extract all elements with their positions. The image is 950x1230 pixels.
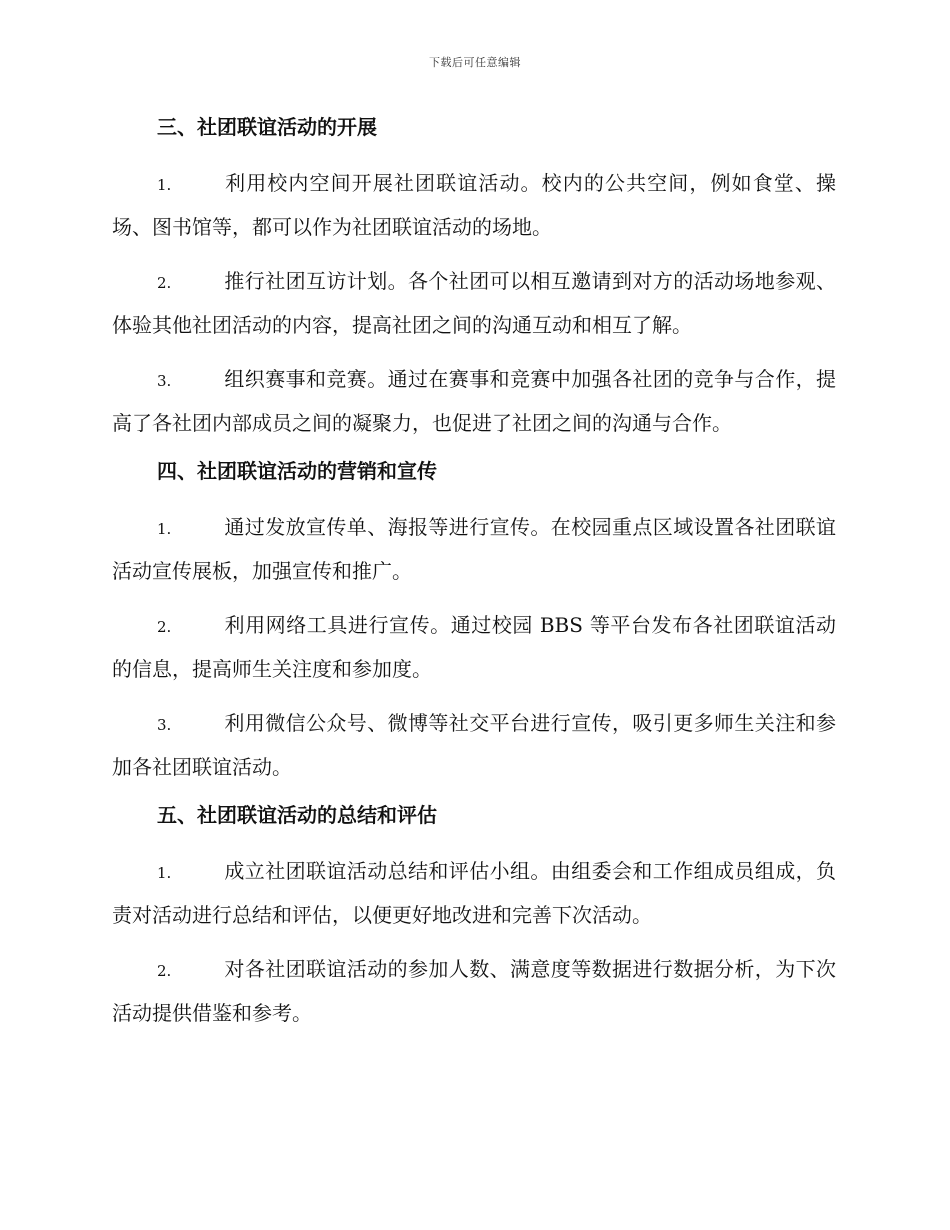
item-text: 推行社团互访计划。各个社团可以相互邀请到对方的活动场地参观、体验其他社团活动的内容，提高社团之间的沟通互动和相互了解。 [112,269,836,337]
item-number: 2. [157,274,172,292]
item-number: 1. [157,864,172,882]
item-text: 利用校内空间开展社团联谊活动。校内的公共空间，例如食堂、操场、图书馆等，都可以作为社团联谊活动的场地。 [112,171,836,239]
section-heading: 五、社团联谊活动的总结和评估 [157,803,437,827]
list-item [112,162,836,248]
section-heading: 三、社团联谊活动的开展 [157,115,377,139]
header-note: 下载后可任意编辑 [429,56,521,69]
item-text: 成立社团联谊活动总结和评估小组。由组委会和工作组成员组成，负责对活动进行总结和评估，以便更好地改进和完善下次活动。 [112,859,836,927]
item-number: 1. [157,176,172,194]
section-5 [112,800,836,1034]
document-body [112,112,836,1046]
list-item [112,948,836,1034]
item-number: 2. [157,962,172,980]
item-number: 1. [157,520,172,538]
list-item [112,260,836,346]
item-number: 2. [157,618,172,636]
section-4 [112,456,836,788]
item-text: 组织赛事和竞赛。通过在赛事和竞赛中加强各社团的竞争与合作，提高了各社团内部成员之间的凝聚力，也促进了社团之间的沟通与合作。 [112,367,836,435]
list-item [112,358,836,444]
list-item [112,506,836,592]
list-item [112,702,836,788]
list-item [112,604,836,690]
section-3 [112,112,836,444]
list-item [112,850,836,936]
item-text: 利用微信公众号、微博等社交平台进行宣传，吸引更多师生关注和参加各社团联谊活动。 [112,711,836,779]
item-number: 3. [157,716,172,734]
item-text: 通过发放宣传单、海报等进行宣传。在校园重点区域设置各社团联谊活动宣传展板，加强宣传和推广。 [112,515,836,583]
item-text: 对各社团联谊活动的参加人数、满意度等数据进行数据分析，为下次活动提供借鉴和参考。 [112,957,836,1025]
item-text: 利用网络工具进行宣传。通过校园 BBS 等平台发布各社团联谊活动的信息，提高师生关注度和参加度。 [112,613,836,681]
section-heading: 四、社团联谊活动的营销和宣传 [157,459,437,483]
item-number: 3. [157,372,172,390]
